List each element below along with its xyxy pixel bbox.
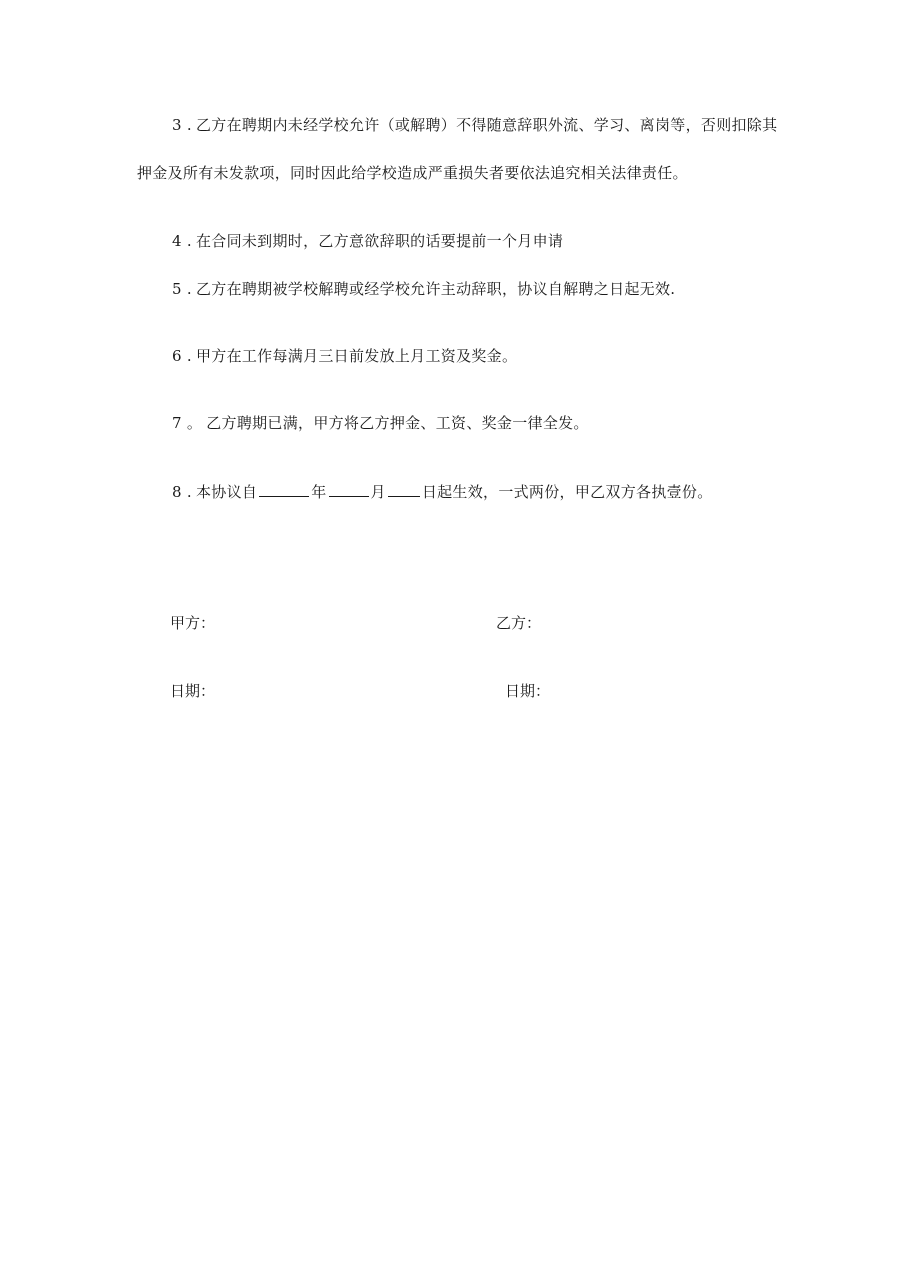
clause-5 (172, 279, 675, 299)
party-b-label: 乙方： (496, 614, 542, 632)
clause-3-text-2: 押金及所有未发款项，同时因此给学校造成严重损失者要依法追究相关法律责任。 (137, 164, 688, 182)
clause-8-year-label: 年 (311, 483, 327, 501)
clause-5-number: 5 . (172, 280, 192, 298)
clause-4-number: 4 . (172, 232, 192, 250)
clause-8-number: 8 . (172, 483, 192, 501)
party-a-date-label: 日期： (170, 682, 216, 700)
day-blank (388, 481, 420, 497)
clause-4 (172, 231, 563, 251)
year-blank (259, 481, 309, 497)
clause-5-text: 乙方在聘期被学校解聘或经学校允许主动辞职，协议自解聘之日起无效. (195, 280, 676, 298)
clause-6-text: 甲方在工作每满月三日前发放上月工资及奖金。 (195, 347, 518, 365)
clause-7 (172, 413, 589, 433)
party-b-date-label: 日期： (505, 682, 551, 700)
month-blank (329, 481, 369, 497)
clause-4-text: 在合同未到期时，乙方意欲辞职的话要提前一个月申请 (195, 232, 564, 250)
clause-8 (172, 481, 713, 502)
clause-6 (172, 346, 517, 366)
clause-3-line-2 (137, 163, 688, 183)
clause-8-text-1: 本协议自 (195, 483, 258, 501)
clause-3-text-1: 乙方在聘期内未经学校允许（或解聘）不得随意辞职外流、学习、离岗等，否则扣除其 (195, 116, 778, 134)
clause-7-text: 乙方聘期已满，甲方将乙方押金、工资、奖金一律全发。 (206, 414, 589, 432)
clause-8-month-label: 月 (370, 483, 386, 501)
party-a-label: 甲方： (170, 614, 216, 632)
clause-8-text-2: 日起生效，一式两份，甲乙双方各执壹份。 (421, 483, 713, 501)
clause-6-number: 6 . (172, 347, 192, 365)
clause-7-number: 7 。 (172, 414, 203, 432)
clause-3-number: 3 . (172, 116, 192, 134)
clause-3-line-1 (172, 115, 777, 135)
